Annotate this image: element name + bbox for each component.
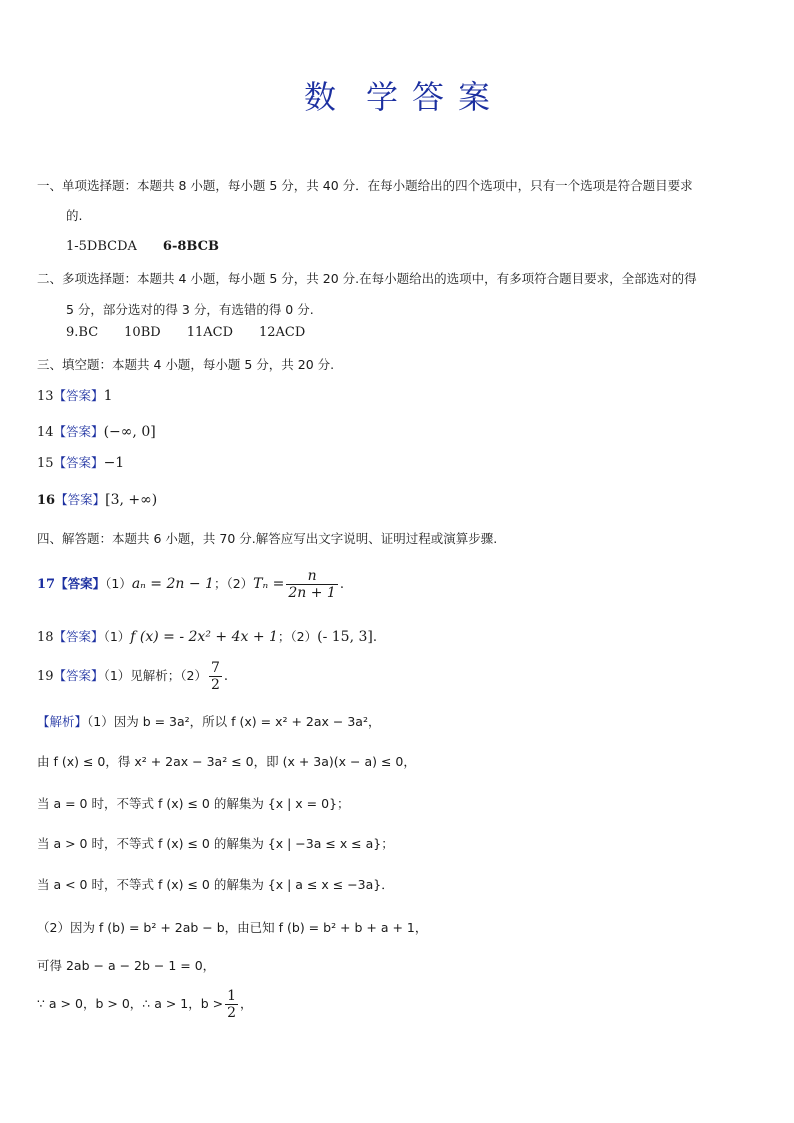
answer-9: 9.BC xyxy=(66,325,99,340)
analysis-line-6: （2）因为 f (b) = b² + 2ab − b，由已知 f (b) = b² + b + a + 1， xyxy=(37,920,428,935)
analysis-line-4: 当 a > 0 时，不等式 f (x) ≤ 0 的解集为 {x | −3a ≤ x ≤ a}； xyxy=(37,836,394,851)
section4-heading: 四、解答题：本题共 6 小题，共 70 分.解答应写出文字说明、证明过程或演算步骤. xyxy=(37,531,498,546)
title-char: 数 xyxy=(303,78,336,116)
section2-heading-cont: 5 分，部分选对的得 3 分，有选错的得 0 分. xyxy=(66,302,314,317)
title-char: 答 xyxy=(412,78,445,116)
section2-heading: 二、多项选择题：本题共 4 小题，每小题 5 分，共 20 分.在每小题给出的选项中，有多项符合题目要求，全部选对的得 xyxy=(37,271,697,286)
fill-answer-15: 15【答案】−1 xyxy=(37,455,125,471)
title-char: 学 xyxy=(365,78,398,116)
section1-heading-cont: 的. xyxy=(66,208,83,223)
analysis-line-3: 当 a = 0 时，不等式 f (x) ≤ 0 的解集为 {x | x = 0}； xyxy=(37,796,350,811)
fraction: $\frac{7}{2}$ xyxy=(210,660,220,693)
answer-11: 11ACD xyxy=(186,325,233,340)
section3-heading: 三、填空题：本题共 4 小题，每小题 5 分，共 20 分. xyxy=(37,357,335,372)
answer-10: 10BD xyxy=(124,325,161,340)
answers-6-8: 6-8BCB xyxy=(162,239,219,254)
analysis-line-5: 当 a < 0 时，不等式 f (x) ≤ 0 的解集为 {x | a ≤ x ≤ −3a}． xyxy=(37,877,394,892)
fraction: $\frac{n}{2n + 1}$ xyxy=(288,568,336,601)
fill-answer-16: 16【答案】[3, +∞) xyxy=(37,492,158,508)
answer-19: 19【答案】（1）见解析；（2） $\frac{7}{2}$ . xyxy=(37,660,229,693)
section2-answers xyxy=(66,323,305,343)
analysis-line-7: 可得 2ab − a − 2b − 1 = 0， xyxy=(37,958,216,973)
answers-1-5: 1-5DBCDA xyxy=(66,239,137,254)
analysis-line-1: 【解析】（1）因为 b = 3a²，所以 f (x) = x² + 2ax − 3a²， xyxy=(37,714,381,729)
answer-12: 12ACD xyxy=(259,325,306,340)
page-title xyxy=(0,72,794,118)
fill-answer-14: 14【答案】(−∞, 0] xyxy=(37,424,156,440)
title-char: 案 xyxy=(458,78,491,116)
answer-17: 17【答案】（1）aₙ = 2n − 1；（2）Tₙ = $\frac{n}{2n + 1}$ . xyxy=(37,568,344,601)
section1-answers xyxy=(66,237,219,257)
fill-answer-13: 13【答案】1 xyxy=(37,388,113,404)
section1-heading: 一、单项选择题：本题共 8 小题，每小题 5 分，共 40 分．在每小题给出的四个选项中，只有一个选项是符合题目要求 xyxy=(37,178,693,193)
analysis-line-2: 由 f (x) ≤ 0，得 x² + 2ax − 3a² ≤ 0，即 (x + 3a)(x − a) ≤ 0， xyxy=(37,754,416,769)
answer-18: 18【答案】（1）f (x) = - 2x² + 4x + 1；（2）(- 15, 3]. xyxy=(37,629,377,645)
fraction: $\frac{1}{2}$ xyxy=(227,988,237,1021)
analysis-line-8: ∵ a > 0，b > 0，∴ a > 1，b > $\frac{1}{2}$ ， xyxy=(37,988,253,1021)
